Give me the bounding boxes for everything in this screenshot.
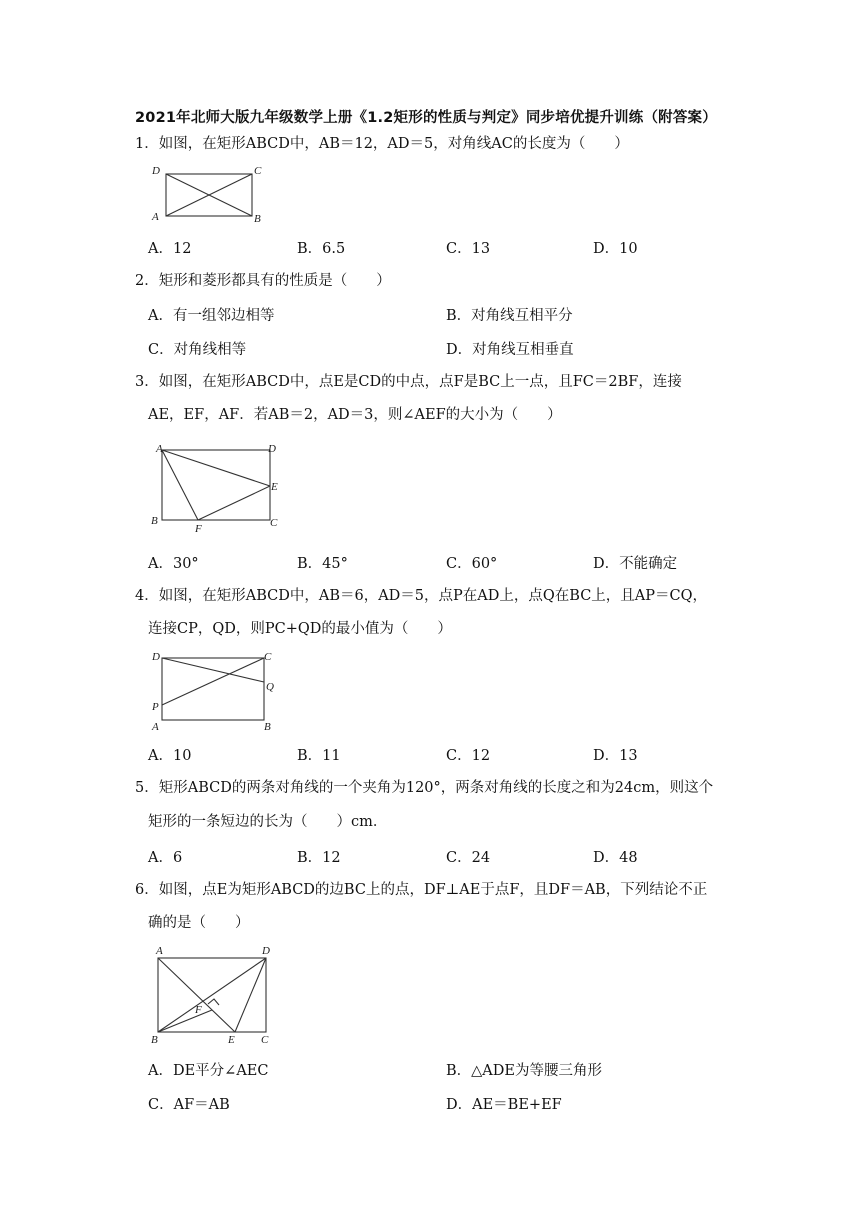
- question-3-stem-line-2: AE，EF，AF．若AB＝2，AD＝3，则∠AEF的大小为（ ）: [148, 407, 562, 423]
- question-6-stem-line-1: [135, 879, 707, 901]
- question-3-option-d[interactable]: D．不能确定: [593, 556, 678, 572]
- vertex-label: D: [262, 945, 270, 957]
- question-1-option-c[interactable]: C．13: [446, 241, 491, 257]
- question-5-option-a[interactable]: A．6: [148, 850, 183, 866]
- question-4-option-d[interactable]: D．13: [593, 748, 638, 764]
- vertex-label: F: [195, 1004, 202, 1016]
- question-2-option-b[interactable]: B．对角线互相平分: [446, 308, 573, 324]
- question-1-option-d[interactable]: D．10: [593, 241, 638, 257]
- question-2-option-a[interactable]: A．有一组邻边相等: [148, 308, 275, 324]
- question-text: 如图，点E为矩形ABCD的边BC上的点，DF⊥AE于点F，且DF＝AB，下列结论不正: [158, 882, 708, 898]
- vertex-label: A: [156, 945, 163, 957]
- question-1-figure: [150, 162, 270, 224]
- vertex-label: E: [228, 1034, 235, 1046]
- question-4-option-c[interactable]: C．12: [446, 748, 491, 764]
- document-title: 2021年北师大版九年级数学上册《1.2矩形的性质与判定》同步培优提升训练（附答案）: [135, 110, 717, 126]
- question-3-figure: [150, 440, 290, 535]
- vertex-label: C: [270, 517, 278, 529]
- vertex-label: B: [151, 515, 158, 527]
- question-text: 矩形ABCD的两条对角线的一个夹角为120°，两条对角线的长度之和为24cm，则这个: [158, 780, 714, 796]
- vertex-label: B: [264, 721, 271, 733]
- vertex-label: F: [195, 523, 202, 535]
- question-1-option-b[interactable]: B．6.5: [297, 241, 346, 257]
- vertex-label: C: [254, 165, 262, 177]
- vertex-label: B: [151, 1034, 158, 1046]
- vertex-label: A: [156, 443, 163, 455]
- question-number: 1．: [135, 136, 159, 152]
- question-5-stem-line-2: 矩形的一条短边的长为（ ）cm．: [148, 814, 388, 830]
- vertex-label: Q: [266, 681, 274, 693]
- question-2-stem: [135, 270, 391, 292]
- question-3-stem-line-1: [135, 371, 682, 393]
- vertex-label: A: [152, 721, 159, 733]
- question-number: 3．: [135, 374, 159, 390]
- question-5-option-d[interactable]: D．48: [593, 850, 638, 866]
- question-4-figure: [148, 648, 288, 736]
- vertex-label: D: [152, 651, 160, 663]
- question-6-figure: [148, 942, 288, 1047]
- question-number: 6．: [135, 882, 159, 898]
- question-number: 4．: [135, 588, 159, 604]
- question-4-option-b[interactable]: B．11: [297, 748, 341, 764]
- question-number: 2．: [135, 273, 159, 289]
- question-2-option-d[interactable]: D．对角线互相垂直: [446, 342, 574, 358]
- question-6-option-b[interactable]: B．△ADE为等腰三角形: [446, 1063, 602, 1079]
- question-number: 5．: [135, 780, 159, 796]
- question-1-option-a[interactable]: A．12: [148, 241, 192, 257]
- question-3-option-b[interactable]: B．45°: [297, 556, 348, 572]
- question-3-option-a[interactable]: A．30°: [148, 556, 199, 572]
- question-4-option-a[interactable]: A．10: [148, 748, 192, 764]
- vertex-label: D: [268, 443, 276, 455]
- vertex-label: C: [264, 651, 272, 663]
- question-6-option-a[interactable]: A．DE平分∠AEC: [148, 1063, 269, 1079]
- question-5-stem-line-1: [135, 777, 713, 799]
- question-text: 如图，在矩形ABCD中，点E是CD的中点，点F是BC上一点，且FC＝2BF，连接: [158, 374, 682, 390]
- question-text: 矩形和菱形都具有的性质是（ ）: [158, 273, 391, 289]
- question-6-stem-line-2: 确的是（ ）: [148, 915, 250, 931]
- question-6-option-c[interactable]: C．AF＝AB: [148, 1097, 230, 1113]
- question-4-stem-line-1: [135, 585, 707, 607]
- question-5-option-c[interactable]: C．24: [446, 850, 491, 866]
- vertex-label: D: [152, 165, 160, 177]
- question-text: 如图，在矩形ABCD中，AB＝6，AD＝5，点P在AD上，点Q在BC上，且AP＝CQ，: [158, 588, 707, 604]
- question-text: 如图，在矩形ABCD中，AB＝12，AD＝5，对角线AC的长度为（ ）: [158, 136, 629, 152]
- question-5-option-b[interactable]: B．12: [297, 850, 341, 866]
- vertex-label: B: [254, 213, 261, 225]
- question-2-option-c[interactable]: C．对角线相等: [148, 342, 247, 358]
- question-1-stem: [135, 133, 629, 155]
- question-3-option-c[interactable]: C．60°: [446, 556, 498, 572]
- question-6-option-d[interactable]: D．AE＝BE+EF: [446, 1097, 562, 1113]
- vertex-label: P: [152, 701, 159, 713]
- vertex-label: C: [261, 1034, 269, 1046]
- vertex-label: E: [271, 481, 278, 493]
- vertex-label: A: [152, 211, 159, 223]
- question-4-stem-line-2: 连接CP，QD，则PC+QD的最小值为（ ）: [148, 621, 452, 637]
